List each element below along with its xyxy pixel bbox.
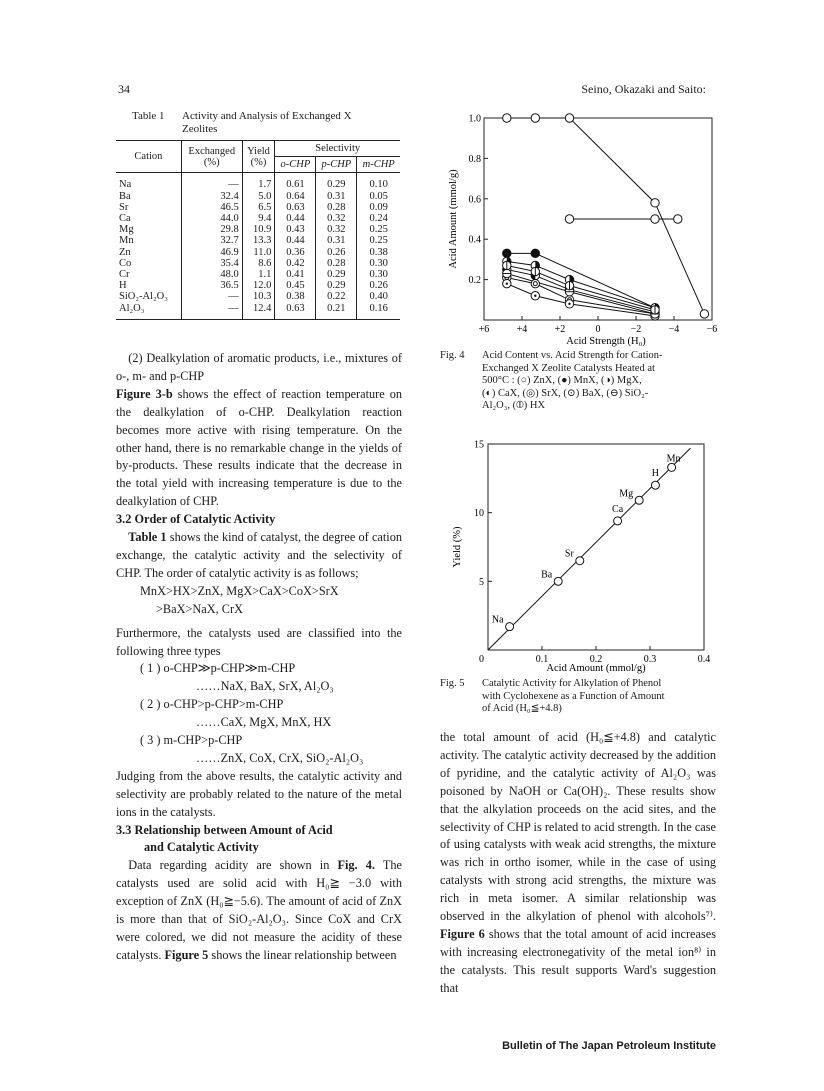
fig4-caption: Fig. 4 Acid Content vs. Acid Strength for Cation- Exchanged X Zeolite Catalysts Heated at 500°C : (○) ZnX, (●) MnX, (◑) MgX, (◐) CaX, (◎) SrX, (⊙) BaX, (⊖) SiO₂- Al₂O₃, (⦶) HX [440,350,663,411]
cell-yield: 5.0 [242,191,275,202]
fig4-x-tick-label: +6 [478,324,490,335]
fig5-point-label: Sr [564,548,574,560]
cell-exchanged: 48.0 [181,269,242,280]
table-caption-line1: Activity and Analysis of Exchanged X [182,110,352,122]
cell-yield: 11.0 [242,247,275,258]
paragraph-fig3b: Figure 3-b shows the effect of reaction temperature on the dealkylation of o-CHP. Dealkylation reaction becomes more active with rising temperature. On the other hand, there is no remarkable change in the yields of by-products. These results indicate that the decrease in the total yield with increasing temperature is due to the dealkylation of CHP. [116,386,403,509]
cell-cation: Ca [116,213,181,224]
fig5-caption-label: Fig. 5 [440,678,465,689]
cell-o-chp: 0.36 [275,247,316,258]
fig4-y-tick-label: 0.2 [468,275,481,287]
fig5-fit-line [488,448,691,650]
table-row [116,303,400,320]
table-row [116,173,400,191]
cell-cation: Ba [116,191,181,202]
activity-order-line2: >BaX>NaX, CrX [156,601,243,616]
cell-yield: 1.7 [242,173,275,191]
fig4-x-tick-label: +4 [516,324,528,335]
cell-p-chp: 0.31 [316,235,357,246]
fig5-x-tick-label: 0.4 [697,654,711,665]
fig5-ylabel: Yield (%) [452,526,463,568]
cell-o-chp: 0.42 [275,258,316,269]
fig4-ylabel: Acid Amount (mmol/g) [448,169,459,269]
cell-yield: 12.4 [242,303,275,320]
fig5-point [668,463,676,471]
cell-p-chp: 0.28 [316,258,357,269]
fig4-y-tick-label: 0.6 [468,194,481,206]
fig5-point [554,577,562,585]
table-row [116,247,400,258]
fig5-point [614,517,622,525]
fig5-point-label: Ba [541,569,553,581]
section-3-3-heading-line1: 3.3 Relationship between Amount of Acid [116,822,333,837]
cell-m-chp: 0.05 [369,190,388,202]
cell-exchanged: 36.5 [181,280,242,291]
col-p-chp-header: p-CHP [316,157,357,173]
section-3-2-heading: 3.2 Order of Catalytic Activity [116,512,276,527]
fig5-x-tick-label: 0 [479,654,484,665]
cell-yield: 10.9 [242,224,275,235]
cell-yield: 8.6 [242,258,275,269]
type-2-members: ……CaX, MgX, MnX, HX [196,715,332,730]
paragraph-acidity: Data regarding acidity are shown in Fig. 4. The catalysts used are solid acid with H₀≧ −3.0 with exception of ZnX (H₀≧−5.6). The amount of acid of ZnX is more than that of SiO₂-Al₂O₃. Since CoX and CrX were colored, we did not measure the acidity of these catalysts. Figure 5 shows the linear relationship between [116,858,402,962]
journal-footer: Bulletin of The Japan Petroleum Institute [502,1040,716,1052]
fig4-point [531,249,539,257]
table-row [116,280,400,291]
cell-m-chp: 0.24 [369,213,388,225]
cell-m-chp: 0.09 [369,201,388,213]
fig5-point [576,557,584,565]
cell-p-chp: 0.26 [316,247,357,258]
cell-cation: Na [116,173,181,191]
cell-cation: Cr [116,269,181,280]
running-title: Seino, Okazaki and Saito: [581,82,706,96]
fig5-point [506,623,514,631]
cell-m-chp: 0.25 [369,224,388,236]
paragraph-dealkylation-heading: (2) Dealkylation of aromatic products, i.e., mixtures of o-, m- and p-CHP [116,351,402,383]
table-body [116,173,400,319]
cell-o-chp: 0.43 [275,224,316,235]
table-caption [132,110,352,136]
fig4-x-tick-label: +2 [554,324,566,335]
fig4-x-tick-label: −2 [630,324,642,335]
cell-o-chp: 0.38 [275,291,316,302]
fig5-point-label: Na [491,614,504,626]
fig4-point [503,261,511,269]
fig4-point [531,279,539,287]
cell-cation: Co [116,258,181,269]
cell-p-chp: 0.29 [316,173,357,191]
cell-m-chp: 0.16 [357,303,400,320]
col-m-chp-header: m-CHP [357,157,400,173]
cell-o-chp: 0.45 [275,280,316,291]
fig5-y-tick-label: 10 [474,508,484,520]
cell-yield: 9.4 [242,213,275,224]
table-row [116,235,400,246]
col-cation-header: Cation [116,141,181,173]
col-o-chp-header: o-CHP [275,157,316,173]
cell-o-chp: 0.44 [275,235,316,246]
cell-cation: Zn [116,247,181,258]
fig4-point [565,281,573,289]
cell-yield: 6.5 [242,202,275,213]
fig5-point-label: H [651,468,660,480]
cell-cation: Mn [116,235,181,246]
cell-p-chp: 0.22 [316,291,357,302]
cell-o-chp: 0.44 [275,213,316,224]
table-row [116,191,400,202]
table-row [116,213,400,224]
cell-cation: SiO₂-Al₂O₃ [116,291,181,302]
cell-p-chp: 0.31 [316,191,357,202]
cell-p-chp: 0.21 [316,303,357,320]
fig4-y-tick-label: 0.4 [468,234,481,246]
left-column [116,350,402,965]
type-3-members: ……ZnX, CoX, CrX, SiO₂-Al₂O₃ [196,750,364,765]
fig5-point-label: Mg [619,488,634,500]
page-number: 34 [118,82,130,96]
fig4-x-tick-label: −4 [668,324,680,335]
cell-exchanged: — [181,291,242,302]
cell-m-chp: 0.26 [369,280,388,292]
fig4-point [651,306,659,314]
type-1-members: ……NaX, BaX, SrX, Al₂O₃ [196,679,334,694]
cell-m-chp: 0.30 [369,269,388,281]
cell-o-chp: 0.64 [275,191,316,202]
table-caption-line2: Zeolites [182,123,218,135]
cell-exchanged: 32.7 [181,235,242,246]
fig4-point [503,279,511,287]
cell-cation: Al₂O₃ [116,303,181,320]
cell-exchanged: 44.0 [181,213,242,224]
col-exchanged-header: Exchanged (%) [181,141,242,173]
cell-o-chp: 0.41 [275,269,316,280]
fig4-series-line [507,253,655,308]
cell-m-chp: 0.25 [369,235,388,247]
fig4-point [503,114,511,122]
cell-p-chp: 0.32 [316,213,357,224]
cell-exchanged: — [181,173,242,191]
fig5-point-label: Ca [612,503,624,515]
fig5-x-tick-label: 0.1 [535,654,549,665]
figure-5-chart [440,438,732,674]
cell-yield: 13.3 [242,235,275,246]
cell-exchanged: 46.5 [181,202,242,213]
fig4-x-tick-label: −6 [706,324,718,335]
fig5-point [635,496,643,504]
table-row [116,202,400,213]
cell-o-chp: 0.63 [275,303,316,320]
cell-m-chp: 0.40 [369,291,388,303]
fig4-xlabel: Acid Strength (H₀) [566,336,646,347]
cell-p-chp: 0.29 [316,280,357,291]
fig4-series-line [507,265,655,309]
activity-order-line1: MnX>HX>ZnX, MgX>CaX>CoX>SrX [140,583,339,598]
type-3: ( 3 ) m-CHP>p-CHP [140,733,243,748]
paragraph-table1: Table 1 shows the kind of catalyst, the degree of cation exchange, the catalytic activity and the selectivity of CHP. The order of catalytic activity is as follows; [116,530,402,580]
table-row [116,291,400,302]
table-row [116,224,400,235]
cell-cation: Sr [116,202,181,213]
fig4-x-tick-label: 0 [595,324,601,335]
fig5-x-tick-label: 0.2 [589,654,603,665]
cell-exchanged: 32.4 [181,191,242,202]
fig5-point [651,481,659,489]
fig5-point-label: Mn [666,453,681,465]
cell-m-chp: 0.38 [369,246,388,258]
table-1 [116,140,400,320]
cell-m-chp: 0.30 [369,257,388,269]
fig4-caption-label: Fig. 4 [440,350,465,361]
fig4-point [503,249,511,257]
cell-p-chp: 0.29 [316,269,357,280]
ref-table-1: Table 1 [128,530,167,545]
fig4-y-tick-label: 0.8 [468,153,481,165]
fig4-series-line [507,261,655,307]
col-yield-header: Yield (%) [242,141,275,173]
section-3-3-heading-line2: and Catalytic Activity [144,840,259,855]
fig4-point [503,269,511,277]
fig4-point [674,215,682,223]
fig4-y-tick-label: 1.0 [468,113,481,125]
fig5-caption: Fig. 5 Catalytic Activity for Alkylation of Phenol with Cyclohexene as a Function of Amount of Acid (H₀≦+4.8) [440,678,665,714]
cell-p-chp: 0.28 [316,202,357,213]
right-column [440,729,716,998]
cell-cation: Mg [116,224,181,235]
paragraph-classified: Furthermore, the catalysts used are classified into the following three types [116,625,402,658]
cell-p-chp: 0.32 [316,224,357,235]
table-caption-label: Table 1 [132,110,165,122]
cell-yield: 10.3 [242,291,275,302]
cell-m-chp: 0.10 [369,179,388,191]
cell-yield: 12.0 [242,280,275,291]
cell-o-chp: 0.63 [275,202,316,213]
table-row [116,258,400,269]
ref-figure-3b: Figure 3-b [116,386,173,401]
fig4-point [651,215,659,223]
cell-yield: 1.1 [242,269,275,280]
ref-figure-5: Figure 5 [164,947,209,962]
cell-exchanged: 35.4 [181,258,242,269]
fig5-x-tick-label: 0.3 [643,654,657,665]
type-1: ( 1 ) o-CHP≫p-CHP≫m-CHP [140,661,296,676]
fig4-point [651,199,659,207]
cell-cation: H [116,280,181,291]
cell-exchanged: — [181,303,242,320]
table-row [116,269,400,280]
cell-o-chp: 0.61 [275,173,316,191]
col-selectivity-header: Selectivity [275,141,400,157]
fig4-series-line [507,274,655,314]
fig4-point [565,114,573,122]
fig4-point [700,310,708,318]
ref-fig-4: Fig. 4. [337,858,375,873]
fig5-xlabel: Acid Amount (mmol/g) [546,663,646,674]
fig5-plot-frame [488,444,704,650]
figure-4-chart [440,108,732,348]
fig4-point [531,114,539,122]
fig4-point [531,267,539,275]
paragraph-acid-activity: the total amount of acid (H₀≦+4.8) and catalytic activity. The catalytic activity decreased by the addition of pyridine, and the catalytic activity of Al₂O₃ was poisoned by NaOH or Ca(OH)₂. These results show that the alkylation proceeds on the acid sites, and the selectivity of CHP is related to acid strength. In the case of using catalysts with weak acid strengths, the mixture was rich in ortho isomer, while in the case of using catalysts with strong acid strengths, the mixture was rich in meta isomer. A similar relationship was observed in the alkylation of phenol with alcohols⁷⁾. Figure 6 shows that the total amount of acid increases with increasing electronegativity of the metal ion⁸⁾ in the catalysts. This result supports Ward's suggestion that [440,730,716,995]
ref-figure-6: Figure 6 [440,926,485,941]
fig4-point [531,292,539,300]
cell-exchanged: 46.9 [181,247,242,258]
fig5-y-tick-label: 5 [479,576,484,588]
fig4-point [565,215,573,223]
type-2: ( 2 ) o-CHP>p-CHP>m-CHP [140,697,284,712]
paragraph-judging: Judging from the above results, the catalytic activity and selectivity are probably related to the nature of the metal ions in the catalysts. [116,768,402,819]
fig4-point [565,300,573,308]
fig5-y-tick-label: 15 [474,439,484,451]
cell-exchanged: 29.8 [181,224,242,235]
